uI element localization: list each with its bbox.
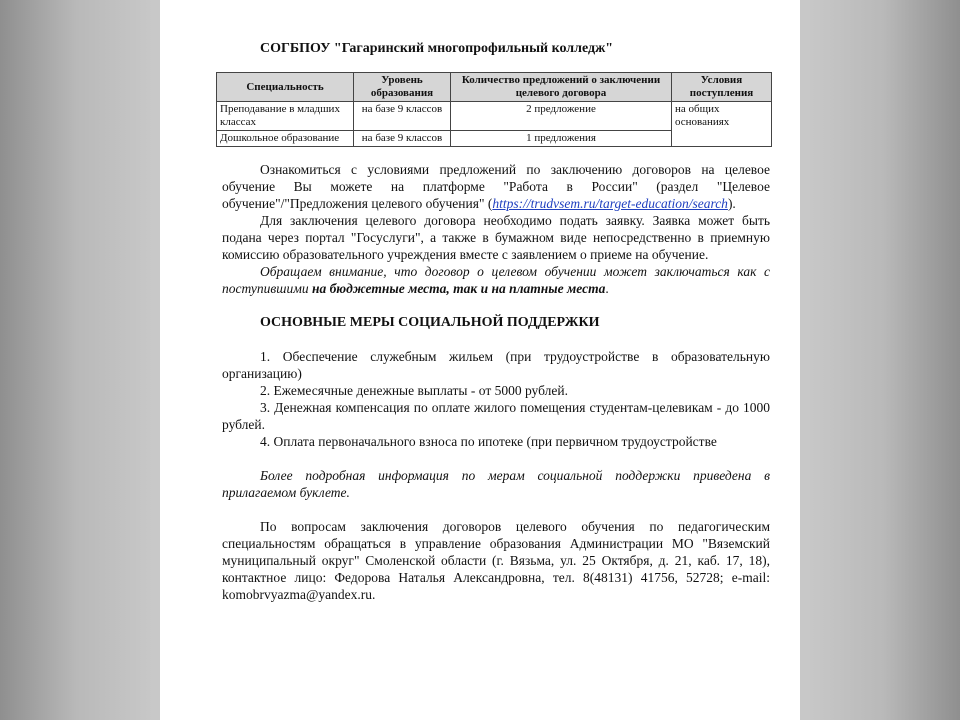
support-item: 3. Денежная компенсация по оплате жилого помещения студентам-целевикам - до 1000 рублей. <box>222 400 770 432</box>
table-row <box>217 102 772 131</box>
notice-bold-text: на бюджетные места, так и на платные места <box>311 281 606 296</box>
paragraph-notice <box>222 263 770 297</box>
notice-end: . <box>605 281 609 296</box>
support-item: 4. Оплата первоначального взноса по ипотеке (при первичном трудоустройстве <box>260 434 717 449</box>
cell-specialty: Дошкольное образование <box>217 131 354 147</box>
cell-count: 2 предложение <box>451 102 672 131</box>
cell-count: 1 предложения <box>451 131 672 147</box>
document-body <box>222 161 770 603</box>
cell-conditions: на общих основаниях <box>672 102 772 147</box>
paragraph-contact: По вопросам заключения договоров целевого обучения по педагогическим специальностям обращаться в управление образования Администрации МО "Вяземский муниципальный округ" Смоленской области (г. Вязьма, ул. 25 Октября, д. 21, каб. 17, 18), контактное лицо: Федорова Наталья Александровна, тел. 8(48131) 41756, 52728; e-mail: komobrvyazma@yandex.ru. <box>222 519 770 602</box>
support-heading: ОСНОВНЫЕ МЕРЫ СОЦИАЛЬНОЙ ПОДДЕРЖКИ <box>260 315 600 330</box>
specialty-table <box>216 72 772 147</box>
cell-level: на базе 9 классов <box>354 102 451 131</box>
support-item: 1. Обеспечение служебным жильем (при трудоустройстве в образовательную организацию) <box>222 349 770 381</box>
header-conditions: Условия поступления <box>672 73 772 102</box>
header-level: Уровень образования <box>354 73 451 102</box>
notice-italic-text: Обращаем внимание, что договор о целевом обучении может заключаться как с поступившими <box>222 264 770 296</box>
cell-level: на базе 9 классов <box>354 131 451 147</box>
cell-specialty: Преподавание в младших классах <box>217 102 354 131</box>
support-item: 2. Ежемесячные денежные выплаты - от 5000 рублей. <box>260 383 568 398</box>
document-title: СОГБПОУ "Гагаринский многопрофильный колледж" <box>260 41 614 56</box>
target-education-link[interactable]: https://trudvsem.ru/target-education/search <box>492 196 728 211</box>
paragraph-platform-end: ). <box>727 196 736 211</box>
paragraph-platform <box>222 161 770 212</box>
document-page <box>160 0 800 720</box>
paragraph-platform-text: Ознакомиться с условиями предложений по заключению договоров на целевое обучение Вы можете на платформе "Работа в России" (раздел "Целевое обучение"/"Предложения целевого обучения" ( <box>222 162 770 211</box>
header-specialty: Специальность <box>217 73 354 102</box>
paragraph-application: Для заключения целевого договора необходимо подать заявку. Заявка может быть подана через портал "Госуслуги", а также в бумажном виде непосредственно в приемную комиссию образовательного учреждения вместе с заявлением о приеме на обучение. <box>222 213 770 262</box>
table-header-row <box>217 73 772 102</box>
header-count: Количество предложений о заключении целевого договора <box>451 73 672 102</box>
paragraph-more-info: Более подробная информация по мерам социальной поддержки приведена в прилагаемом буклете. <box>222 468 770 500</box>
